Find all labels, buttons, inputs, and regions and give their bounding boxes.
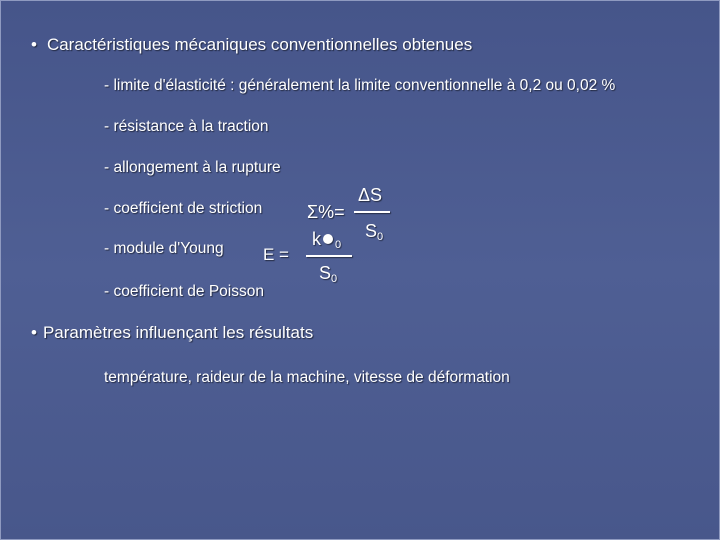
formula-striction-numerator: ΔS bbox=[358, 185, 383, 205]
section2-text: température, raideur de la machine, vitesse de déformation bbox=[104, 369, 510, 386]
item-coefficient-poisson: - coefficient de Poisson bbox=[104, 283, 264, 300]
bullet-icon: • bbox=[31, 323, 37, 342]
dot-symbol-icon bbox=[323, 234, 333, 244]
item-limite-elasticite: - limite d'élasticité : généralement la limite conventionnelle à 0,2 ou 0,02 % bbox=[104, 77, 616, 94]
formula-striction-fraction-bar bbox=[354, 211, 390, 213]
bullet-icon: • bbox=[31, 35, 37, 54]
section2-title: Paramètres influençant les résultats bbox=[42, 323, 314, 342]
formula-young-numerator: k $_0$ bbox=[312, 229, 342, 251]
section1-title: Caractéristiques mécaniques conventionnelles obtenues bbox=[46, 35, 473, 54]
item-allongement-rupture: - allongement à la rupture bbox=[104, 159, 281, 176]
formula-striction-denominator: $S_0$ bbox=[365, 221, 384, 243]
formula-young-lhs: E = bbox=[263, 245, 289, 264]
item-module-young: - module d'Young bbox=[104, 240, 224, 257]
item-resistance-traction: - résistance à la traction bbox=[104, 118, 269, 135]
formula-striction-lhs: Σ%= bbox=[307, 202, 345, 222]
section2-heading bbox=[31, 323, 313, 343]
formula-young-denominator: $S_0$ bbox=[319, 263, 338, 285]
section1-heading bbox=[31, 35, 472, 55]
item-coefficient-striction: - coefficient de striction bbox=[104, 200, 263, 217]
formula-young-fraction-bar bbox=[306, 255, 352, 257]
